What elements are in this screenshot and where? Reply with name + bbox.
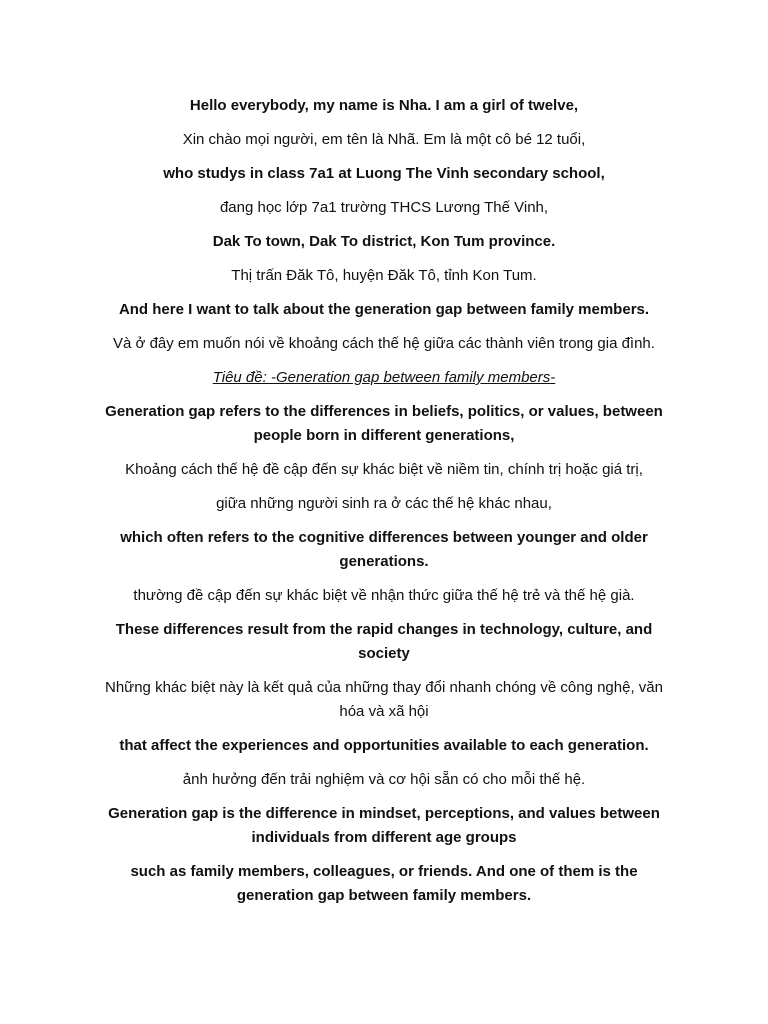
paragraph-definition-vi-2: giữa những người sinh ra ở các thế hệ khác nhau,	[216, 495, 552, 512]
paragraph-intro-en: Hello everybody, my name is Nha. I am a girl of twelve,	[189, 97, 579, 114]
paragraph-cognitive-en: which often refers to the cognitive differences between younger and older generations.	[120, 529, 648, 570]
paragraph-definition-en: Generation gap refers to the differences in beliefs, politics, or values, between people born in different generations,	[105, 403, 663, 444]
paragraph-changes-en: These differences result from the rapid changes in technology, culture, and society	[115, 621, 653, 662]
paragraph-school-en: who studys in class 7a1 at Luong The Vinh secondary school,	[163, 165, 605, 182]
paragraph-definition-vi-1: Khoảng cách thế hệ đề cập đến sự khác biệt về niềm tin, chính trị hoặc giá trị,	[125, 461, 643, 478]
paragraph-intro-vi: Xin chào mọi người, em tên là Nhã. Em là một cô bé 12 tuổi,	[182, 131, 586, 148]
paragraph-location-vi: Thị trấn Đăk Tô, huyện Đăk Tô, tỉnh Kon Tum.	[231, 267, 537, 284]
paragraph-cognitive-vi: thường đề cập đến sự khác biệt về nhận thức giữa thế hệ trẻ và thế hệ già.	[133, 587, 635, 604]
paragraph-experiences-vi: ảnh hưởng đến trải nghiệm và cơ hội sẵn có cho mỗi thế hệ.	[182, 771, 586, 788]
paragraph-experiences-en: that affect the experiences and opportunities available to each generation.	[119, 737, 649, 754]
paragraph-location-en: Dak To town, Dak To district, Kon Tum province.	[212, 233, 556, 250]
document-title: Tiêu đề: -Generation gap between family members-	[212, 369, 556, 386]
paragraph-family-en: such as family members, colleagues, or friends. And one of them is the generation gap between family members.	[130, 863, 638, 904]
paragraph-topic-en: And here I want to talk about the generation gap between family members.	[118, 301, 650, 318]
paragraph-mindset-en: Generation gap is the difference in mindset, perceptions, and values between individuals from different age groups	[108, 805, 660, 846]
paragraph-school-vi: đang học lớp 7a1 trường THCS Lương Thế Vinh,	[219, 199, 549, 216]
paragraph-changes-vi: Những khác biệt này là kết quả của những thay đổi nhanh chóng về công nghệ, văn hóa và xã hội	[105, 679, 663, 720]
paragraph-topic-vi: Và ở đây em muốn nói về khoảng cách thế hệ giữa các thành viên trong gia đình.	[113, 335, 655, 352]
